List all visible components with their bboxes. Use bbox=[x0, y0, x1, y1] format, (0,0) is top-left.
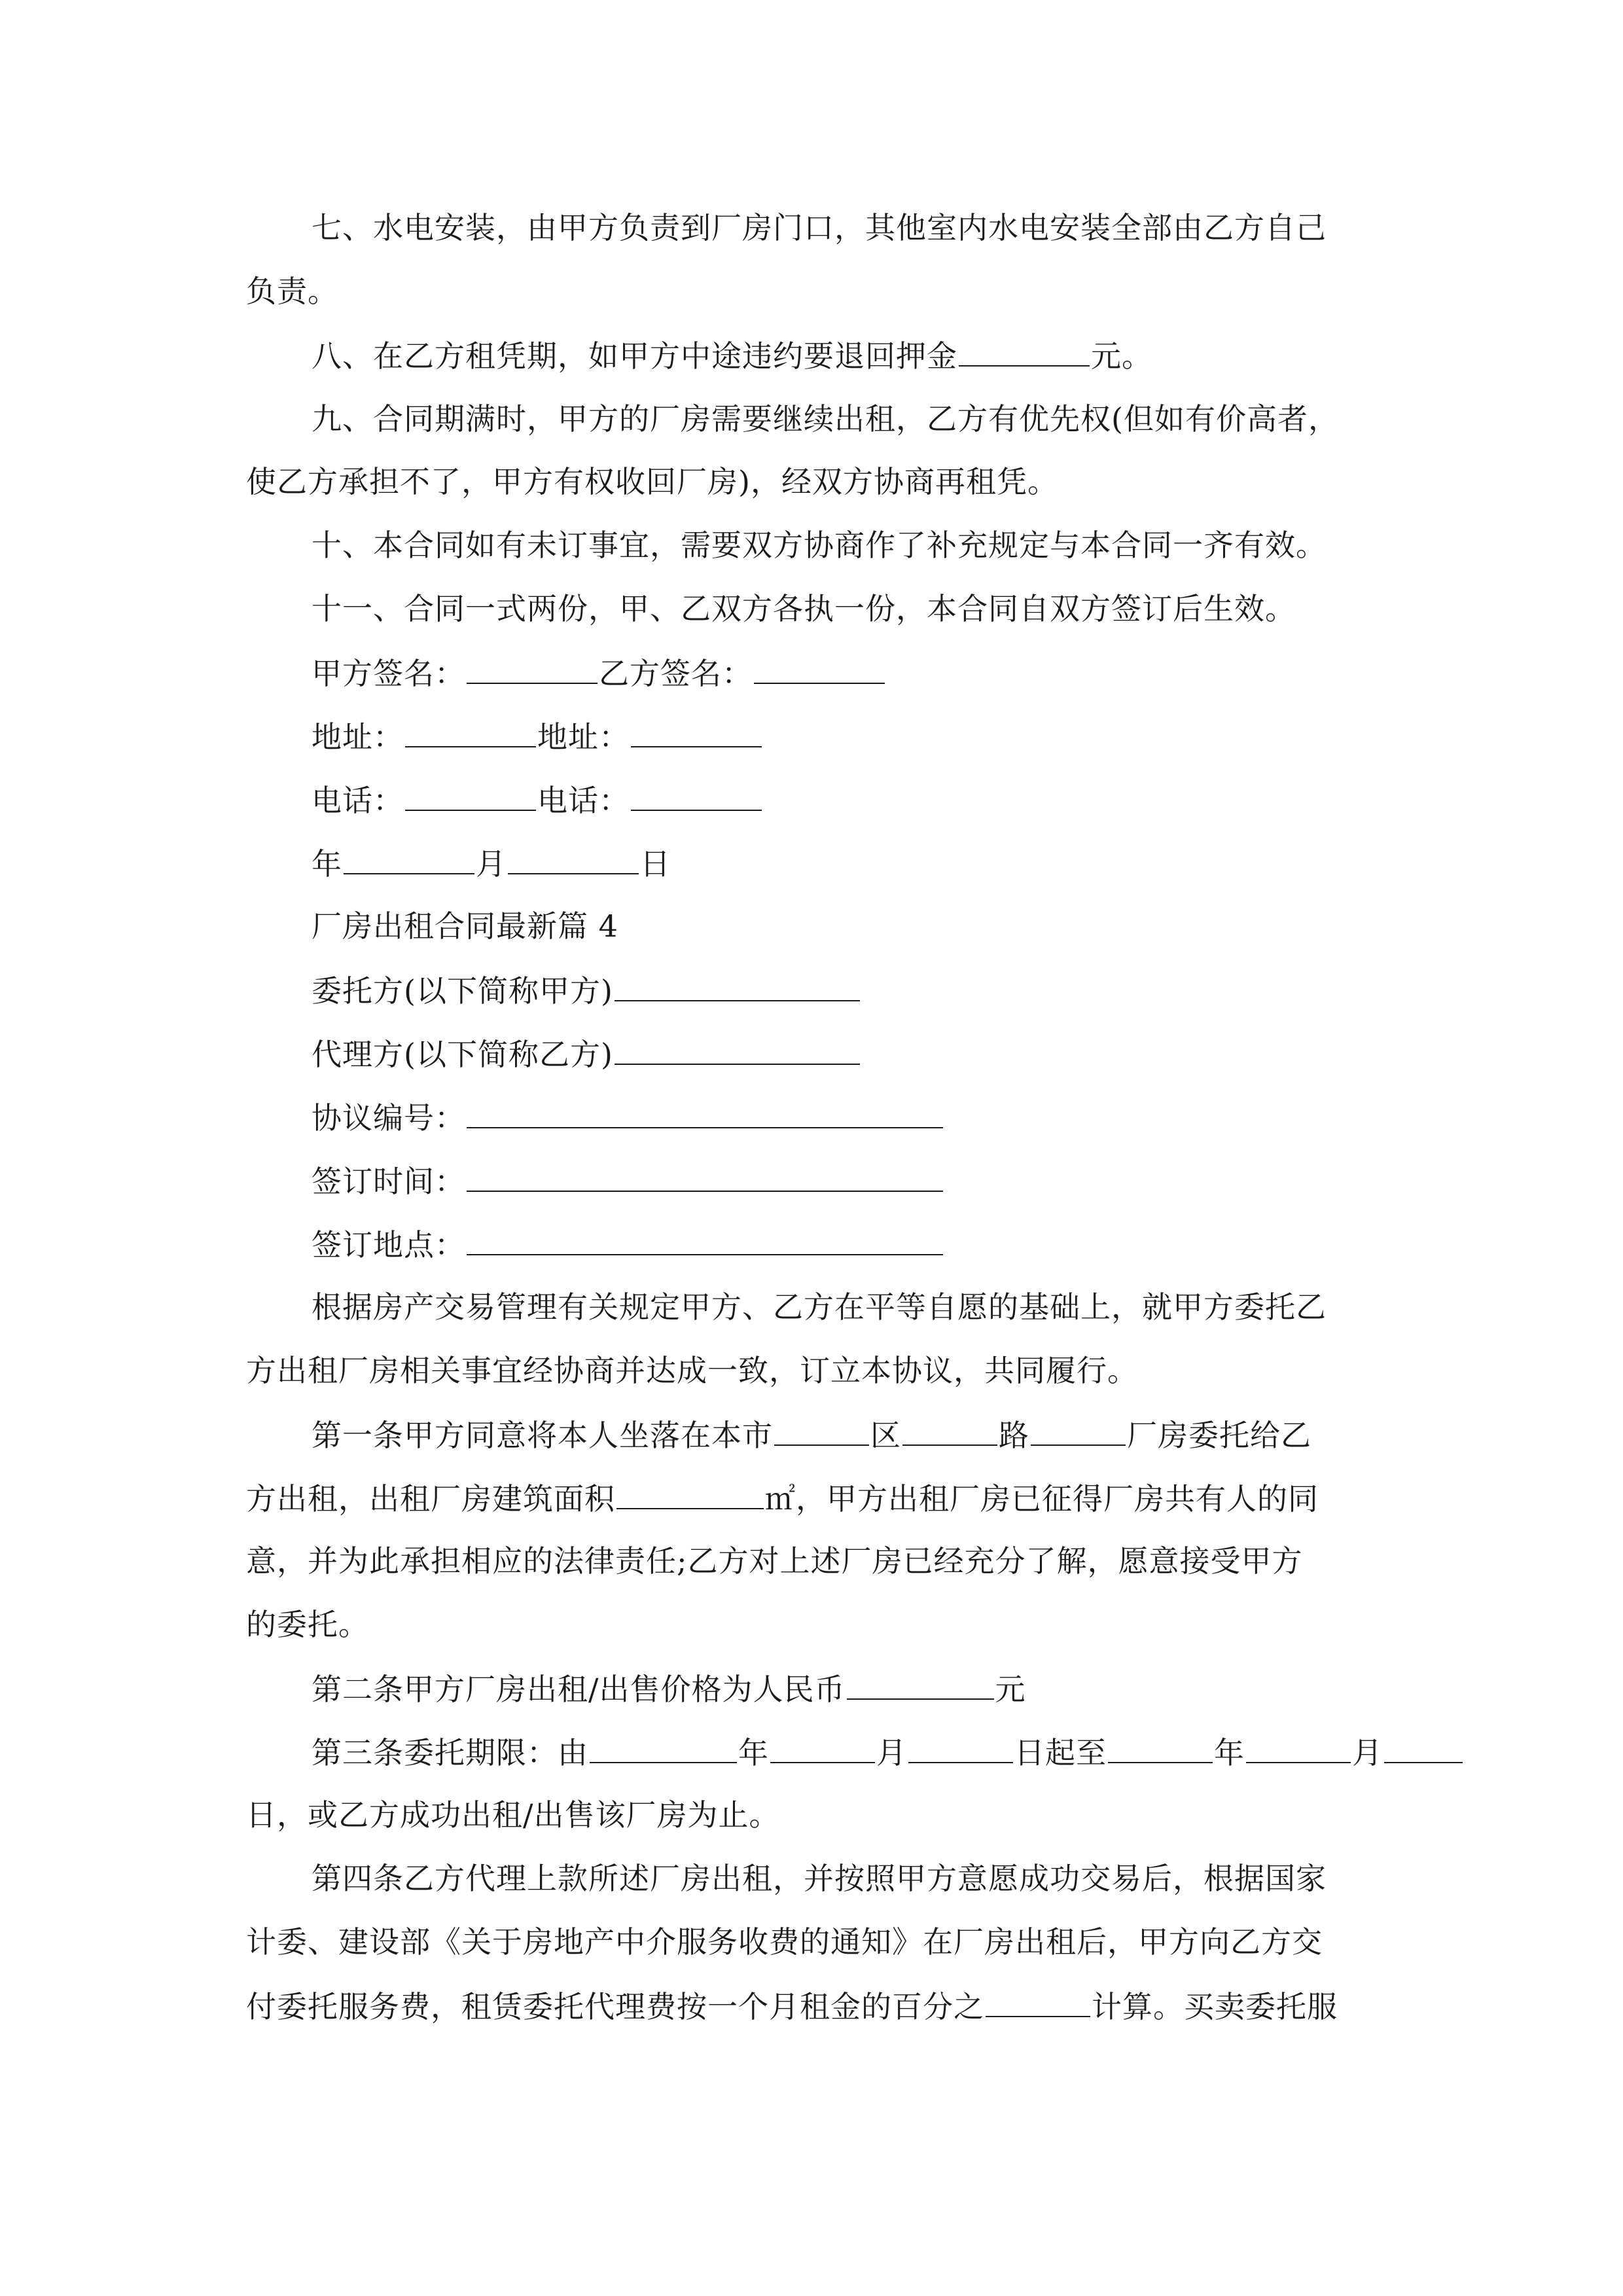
party-b-sign-label: 乙方签名： bbox=[599, 656, 753, 691]
article-1-line-1 bbox=[312, 1414, 1311, 1455]
phone-b-label: 电话： bbox=[537, 783, 630, 818]
month-blank[interactable] bbox=[344, 843, 474, 874]
section-4-title: 厂房出租合同最新篇 4 bbox=[312, 908, 618, 944]
agent-blank[interactable] bbox=[615, 1033, 860, 1065]
phone-line bbox=[312, 780, 763, 820]
price-blank[interactable] bbox=[847, 1668, 994, 1700]
sign-time-line bbox=[312, 1160, 944, 1201]
sign-time-label: 签订时间： bbox=[312, 1164, 465, 1199]
article-1-line-2-suffix: ㎡，甲方出租厂房已征得厂房共有人的同 bbox=[765, 1481, 1319, 1516]
article-2 bbox=[312, 1668, 1026, 1709]
article-1-prefix: 第一条甲方同意将本人坐落在本市 bbox=[312, 1418, 773, 1453]
day-blank[interactable] bbox=[508, 843, 639, 874]
district-label: 区 bbox=[870, 1418, 901, 1453]
clause-7-line-1: 七、水电安装，由甲方负责到厂房门口，其他室内水电安装全部由乙方自己 bbox=[312, 210, 1327, 245]
agent-label: 代理方(以下简称乙方) bbox=[312, 1037, 613, 1072]
sign-place-label: 签订地点： bbox=[312, 1227, 465, 1263]
phone-a-blank[interactable] bbox=[405, 780, 536, 811]
principal-line bbox=[312, 970, 861, 1011]
end-month-label: 月 bbox=[1352, 1735, 1383, 1770]
article-4-line-3-prefix: 付委托服务费，租赁委托代理费按一个月租金的百分之 bbox=[246, 1989, 984, 2024]
article-3-line-1 bbox=[312, 1732, 1464, 1772]
start-day-blank[interactable] bbox=[908, 1732, 1013, 1763]
party-a-sign-label: 甲方签名： bbox=[312, 656, 465, 691]
day-label: 日 bbox=[640, 846, 671, 882]
sign-place-line bbox=[312, 1224, 944, 1265]
article-1-line-3: 意，并为此承担相应的法律责任;乙方对上述厂房已经充分了解，愿意接受甲方 bbox=[246, 1543, 1303, 1579]
intro-line-1: 根据房产交易管理有关规定甲方、乙方在平等自愿的基础上，就甲方委托乙 bbox=[312, 1289, 1327, 1325]
start-year-label: 年 bbox=[738, 1735, 769, 1770]
clause-11: 十一、合同一式两份，甲、乙双方各执一份，本合同自双方签订后生效。 bbox=[312, 591, 1296, 626]
principal-blank[interactable] bbox=[615, 970, 860, 1001]
clause-8 bbox=[312, 335, 1152, 376]
clause-8-prefix: 八、在乙方租凭期，如甲方中途违约要退回押金 bbox=[312, 338, 957, 374]
article-1-line-4: 的委托。 bbox=[246, 1607, 369, 1642]
intro-line-2: 方出租厂房相关事宜经协商并达成一致，订立本协议，共同履行。 bbox=[246, 1353, 1138, 1388]
date-line bbox=[312, 843, 671, 884]
clause-9-line-2: 使乙方承担不了，甲方有权收回厂房)，经双方协商再租凭。 bbox=[246, 464, 1058, 499]
address-b-blank[interactable] bbox=[631, 716, 762, 747]
clause-9-line-1: 九、合同期满时，甲方的厂房需要继续出租，乙方有优先权(但如有价高者， bbox=[312, 401, 1339, 437]
article-4-line-2: 计委、建设部《关于房地产中介服务收费的通知》在厂房出租后，甲方向乙方交 bbox=[246, 1924, 1323, 1960]
article-1-suffix: 厂房委托给乙 bbox=[1127, 1418, 1311, 1453]
article-4-line-3-suffix: 计算。买卖委托服 bbox=[1092, 1989, 1338, 2024]
agreement-no-blank[interactable] bbox=[467, 1097, 943, 1128]
start-day-label: 日起至 bbox=[1014, 1735, 1107, 1770]
article-1-line-2-prefix: 方出租，出租厂房建筑面积 bbox=[246, 1481, 615, 1516]
signature-line bbox=[312, 653, 886, 693]
road-blank[interactable] bbox=[902, 1414, 997, 1446]
clause-10: 十、本合同如有未订事宜，需要双方协商作了补充规定与本合同一齐有效。 bbox=[312, 528, 1327, 563]
phone-b-blank[interactable] bbox=[631, 780, 762, 811]
clause-7-line-2: 负责。 bbox=[246, 274, 338, 309]
end-month-blank[interactable] bbox=[1246, 1732, 1351, 1763]
article-2-suffix: 元 bbox=[995, 1672, 1026, 1707]
clause-8-suffix: 元。 bbox=[1091, 338, 1152, 374]
end-year-blank[interactable] bbox=[1108, 1732, 1213, 1763]
article-2-prefix: 第二条甲方厂房出租/出售价格为人民币 bbox=[312, 1672, 846, 1707]
party-b-sign-blank[interactable] bbox=[754, 653, 885, 684]
commission-percent-blank[interactable] bbox=[986, 1986, 1090, 2017]
start-month-label: 月 bbox=[876, 1735, 907, 1770]
deposit-amount-blank[interactable] bbox=[959, 335, 1090, 367]
end-day-blank[interactable] bbox=[1384, 1732, 1463, 1763]
area-blank[interactable] bbox=[616, 1478, 764, 1509]
agreement-no-label: 协议编号： bbox=[312, 1100, 465, 1136]
agreement-no-line bbox=[312, 1097, 944, 1138]
party-a-sign-blank[interactable] bbox=[467, 653, 597, 684]
agent-line bbox=[312, 1033, 861, 1074]
principal-label: 委托方(以下简称甲方) bbox=[312, 973, 613, 1009]
sign-place-blank[interactable] bbox=[467, 1224, 943, 1255]
address-a-label: 地址： bbox=[312, 719, 404, 755]
address-line bbox=[312, 716, 763, 757]
article-3-line-2: 日，或乙方成功出租/出售该厂房为止。 bbox=[246, 1797, 780, 1833]
end-year-label: 年 bbox=[1214, 1735, 1245, 1770]
month-label: 月 bbox=[476, 846, 507, 882]
article-4-line-1: 第四条乙方代理上款所述厂房出租，并按照甲方意愿成功交易后，根据国家 bbox=[312, 1861, 1327, 1896]
year-label: 年 bbox=[312, 846, 342, 882]
start-year-blank[interactable] bbox=[590, 1732, 737, 1763]
address-b-label: 地址： bbox=[537, 719, 630, 755]
district-blank[interactable] bbox=[774, 1414, 869, 1446]
article-4-line-3 bbox=[246, 1986, 1338, 2026]
building-blank[interactable] bbox=[1031, 1414, 1126, 1446]
phone-a-label: 电话： bbox=[312, 783, 404, 818]
article-3-prefix: 第三条委托期限：由 bbox=[312, 1735, 588, 1770]
sign-time-blank[interactable] bbox=[467, 1160, 943, 1192]
address-a-blank[interactable] bbox=[405, 716, 536, 747]
article-1-line-2 bbox=[246, 1478, 1319, 1518]
road-label: 路 bbox=[999, 1418, 1029, 1453]
start-month-blank[interactable] bbox=[770, 1732, 875, 1763]
